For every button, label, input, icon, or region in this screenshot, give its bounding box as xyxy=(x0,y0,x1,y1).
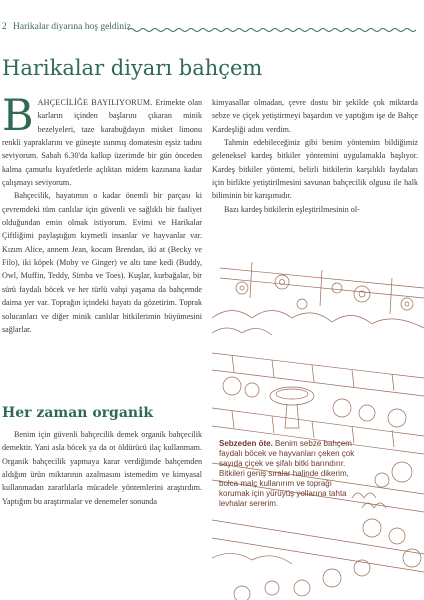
paragraph: Bahçecilik, hayatımın o kadar önemli bir parçası ki çevremdeki tüm canlılar için güvenli ve sağlıklı bir faaliyet olduğundan emin olmak istiyorum. Evimi ve Harikalar Çiftliğimi paylaştığım kıymetli insanlar ve hayvanlar var. Kızım Alice, annem Jean, kocam Brendan, iki at (Becky ve Filo), iki köpek (Moby ve Ginger) ve altı tane kedi (Buddy, Owl, Muffin, Teddy, Simba ve Toes). Kuşlar, kurbağalar, bir sürü faydalı böcek ve her türlü vahşi yaşama da bahçemde daima yer var. Toprağın içindeki hayatı da gözetirim. Toprak solucanları ve diğer minik canlılar bitkilerimin büyümesini sağlarlar. xyxy=(2,191,202,334)
intro-paragraph xyxy=(2,91,202,189)
left-column-lower xyxy=(2,428,202,508)
right-column xyxy=(212,96,418,216)
paragraph: Tahmin edebileceğiniz gibi benim yöntemim bildiğimiz geleneksel kardeş bitkiler yöntemini uygulamakla başlıyor. Kardeş bitkiler yöntemi, belirli bitkilerin karşılıklı faydaları için birlikte yetiştirilmesini savunan bahçecilik olgusu ile halk biliminin bir karışımıdır. xyxy=(212,138,418,201)
page-number: 2 xyxy=(2,22,7,32)
wavy-divider xyxy=(128,26,418,34)
paragraph: Bazı kardeş bitkilerin eşleştirilmesinin ol- xyxy=(224,204,360,214)
caption-lead: Sebzeden öte. xyxy=(219,439,273,448)
drop-cap: B xyxy=(2,91,34,141)
caption-text: Benim sebze bahçem faydalı böcek ve hayvanları çeken çok sayıda çiçek ve şifalı bitki barındırır. Bitkileri geniş sıralar halinde dikerim, bolca malç kullanırım ve toprağı korumak için yürüyüş yollarına tahta levhalar sererim. xyxy=(219,439,355,508)
paragraph: kimyasallar olmadan, çevre dostu bir şekilde çok miktarda sebze ve çiçek yetiştirmeyi başardım ve yaptığım işe de Bahçe Kardeşliği adını verdim. xyxy=(212,98,418,134)
section-heading: Her zaman organik xyxy=(2,405,154,421)
paragraph: Benim için güvenli bahçecilik demek organik bahçecilik demektir. Yani asla böcek ya da ot öldürücü ilaç kullanmam. Organik bahçecilik yapmaya karar verdiğimde bahçemden aldığım ürün miktarının azalmasını istemedim ve kimyasal kullanmadan zararlılarla mücadele yöntemlerini araştırdım. Yaptığım bu araştırmalar ve denemeler sonunda xyxy=(2,430,202,506)
page-title: Harikalar diyarı bahçem xyxy=(2,56,263,80)
running-head-title: Harikalar diyarına hoş geldiniz xyxy=(13,22,131,32)
lead-in-caps: AHÇECİLİĞE BAYILIYORUM. xyxy=(37,98,153,107)
intro-text: Erimekte olan karların içinden başlarını çıkaran minik bezelyeleri, taze karabuğdayın misket limonu renkli yapraklarını ve güneşte ısınmış domatesin eşsiz tadını seviyorum. Sabah 6.30'da kalkıp üzerimde bir gün önceden kalma çamurlu kıyafetlerle açlıktan midem kazınana kadar çalışmayı seviyorum. xyxy=(2,98,202,188)
figure-caption xyxy=(219,439,355,509)
left-column xyxy=(2,91,202,336)
garden-illustration xyxy=(212,258,424,600)
